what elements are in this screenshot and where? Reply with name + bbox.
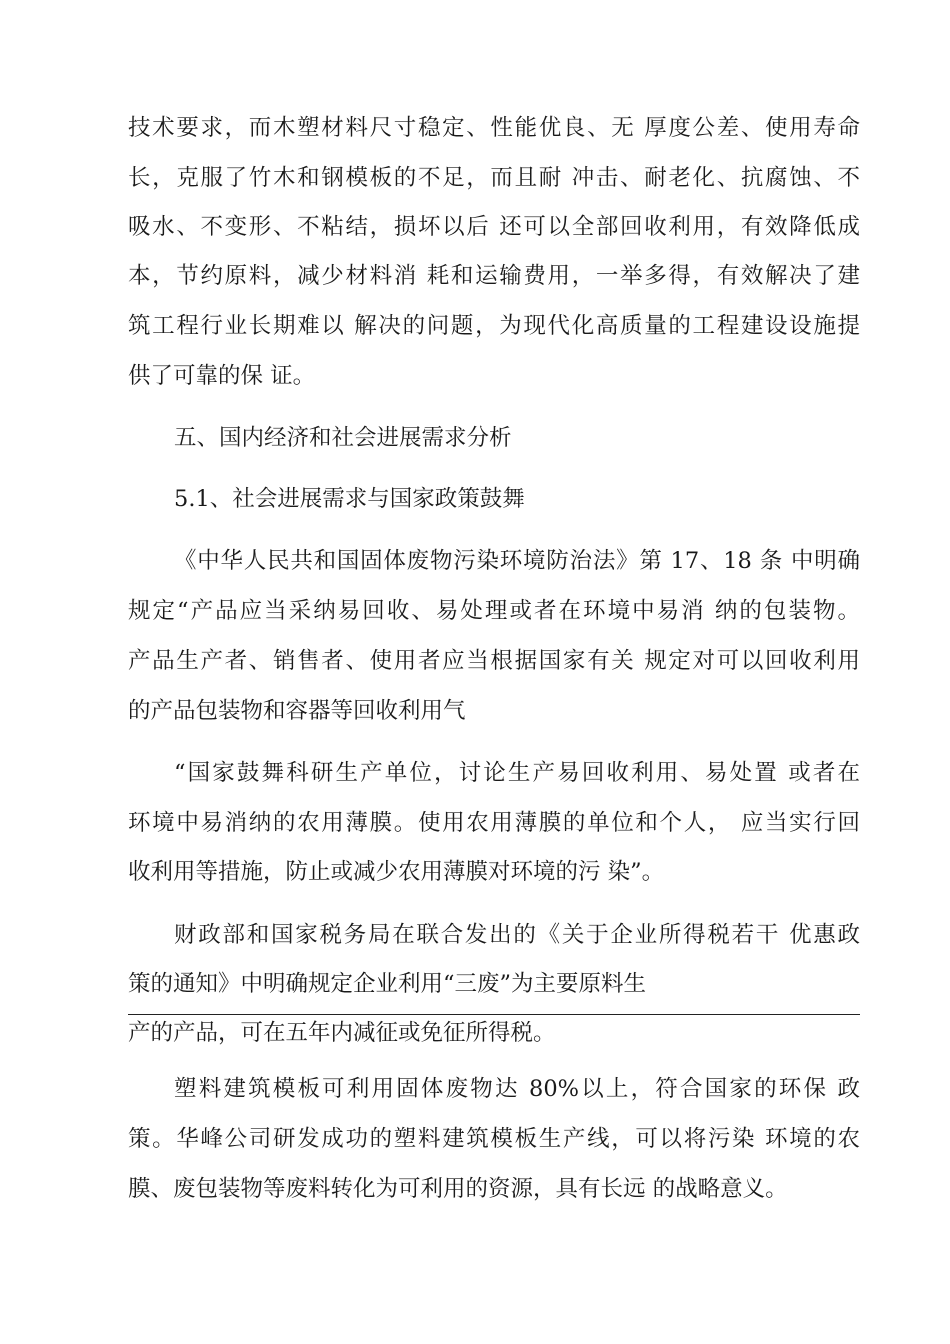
subsection-heading: 5.1、社会进展需求与国家政策鼓舞 bbox=[174, 486, 525, 512]
body-text-line: 吸水、不变形、不粘结，损坏以后 还可以全部回收利用，有效降低成 bbox=[128, 214, 860, 240]
body-text-line: 规定“产品应当采纳易回收、易处理或者在环境中易消 纳的包装物。 bbox=[128, 598, 860, 624]
body-text-line: 的产品包装物和容器等回收利用气 bbox=[128, 698, 466, 724]
body-text-line: 供了可靠的保 证。 bbox=[128, 363, 316, 389]
body-text-line: 筑工程行业长期难以 解决的问题，为现代化高质量的工程建设设施提 bbox=[128, 313, 860, 339]
horizontal-rule bbox=[128, 1014, 860, 1015]
body-text-line: 产的产品，可在五年内减征或免征所得税。 bbox=[128, 1020, 556, 1046]
body-text-line: 长，克服了竹木和钢模板的不足，而且耐 冲击、耐老化、抗腐蚀、不 bbox=[128, 165, 860, 191]
body-text-line: 策。华峰公司研发成功的塑料建筑模板生产线，可以将污染 环境的农 bbox=[128, 1126, 860, 1152]
body-text-line: 产品生产者、销售者、使用者应当根据国家有关 规定对可以回收利用 bbox=[128, 648, 860, 674]
body-text-line: 环境中易消纳的农用薄膜。使用农用薄膜的单位和个人， 应当实行回 bbox=[128, 810, 860, 836]
section-heading: 五、国内经济和社会进展需求分析 bbox=[174, 425, 512, 451]
body-text-line: 塑料建筑模板可利用固体废物达 80%以上，符合国家的环保 政 bbox=[174, 1076, 860, 1102]
body-text-line: “国家鼓舞科研生产单位，讨论生产易回收利用、易处置 或者在 bbox=[174, 760, 860, 786]
body-text-line: 本，节约原料，减少材料消 耗和运输费用，一举多得，有效解决了建 bbox=[128, 263, 860, 289]
body-text-line: 收利用等措施，防止或减少农用薄膜对环境的污 染”。 bbox=[128, 859, 665, 885]
body-text-line: 技术要求，而木塑材料尺寸稳定、性能优良、无 厚度公差、使用寿命 bbox=[128, 115, 860, 141]
body-text-line: 《中华人民共和国固体废物污染环境防治法》第 17、18 条 中明确 bbox=[174, 548, 860, 574]
body-text-line: 财政部和国家税务局在联合发出的《关于企业所得税若干 优惠政 bbox=[174, 922, 860, 948]
body-text-line: 膜、废包装物等废料转化为可利用的资源，具有长远 的战略意义。 bbox=[128, 1176, 788, 1202]
body-text-line: 策的通知》中明确规定企业利用“三废”为主要原料生 bbox=[128, 971, 647, 997]
